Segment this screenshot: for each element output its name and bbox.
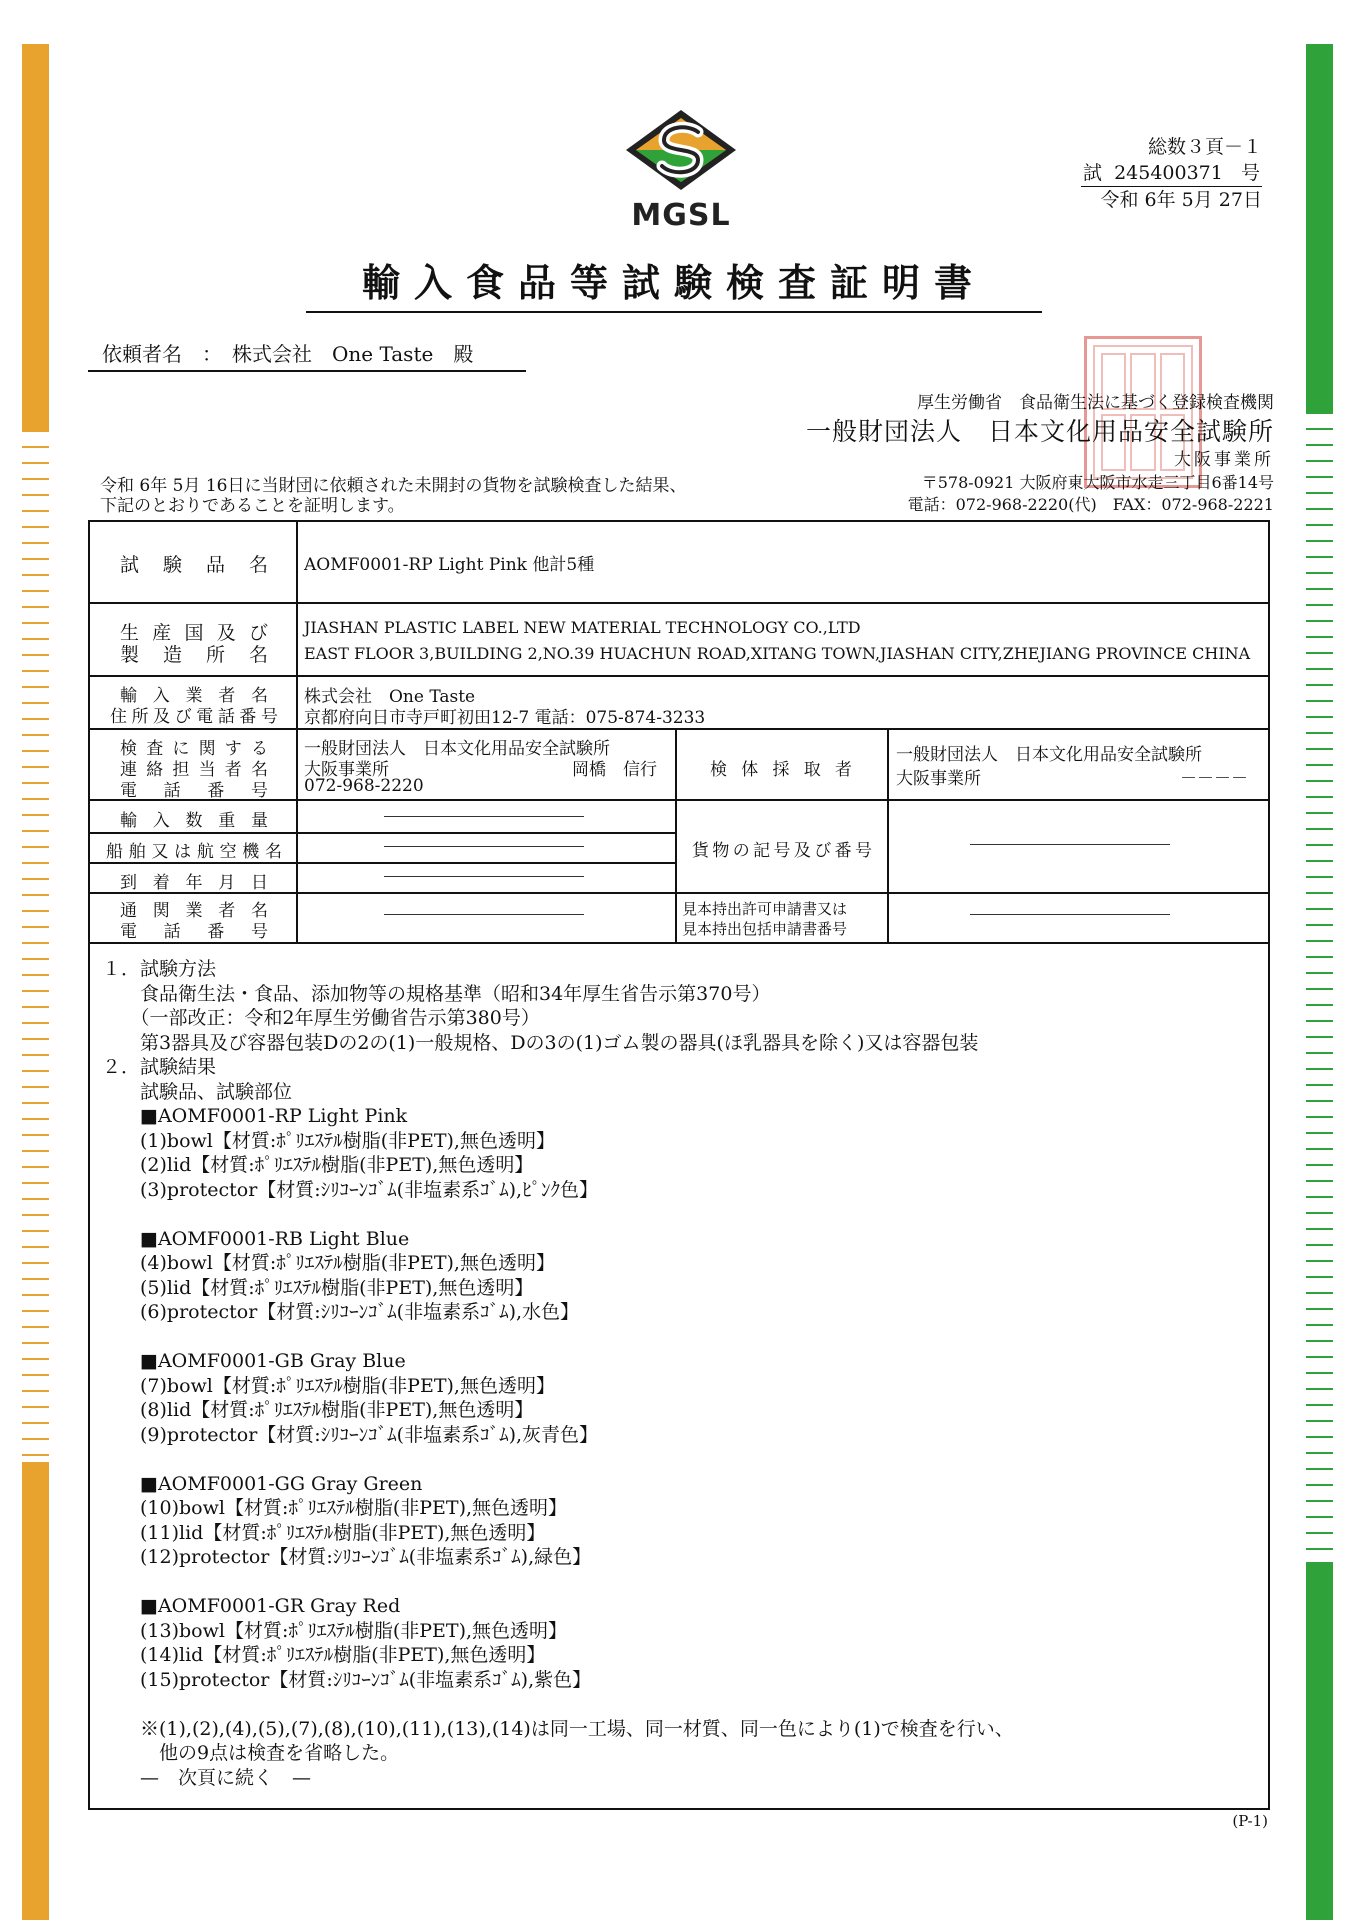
issue-date: 令和 6年 5月 27日 [1100, 189, 1262, 211]
marks-label: 貨物の記号及び番号 [692, 841, 872, 861]
content-line: (8)lid【材質:ﾎﾟﾘｴｽﾃﾙ樹脂(非PET),無色透明】 [102, 1399, 534, 1421]
arrival-blank [384, 876, 584, 877]
document-info [1081, 134, 1262, 213]
left-strip-orange-bottom [22, 1462, 49, 1920]
left-strip-orange-top [22, 44, 49, 432]
right-strip-green-bottom [1306, 1562, 1333, 1920]
certificate-number-box [1081, 160, 1262, 187]
content-line: (11)lid【材質:ﾎﾟﾘｴｽﾃﾙ樹脂(非PET),無色透明】 [102, 1521, 546, 1544]
content-line: (15)protector【材質:ｼﾘｺｰﾝｺﾞﾑ(非塩素系ｺﾞﾑ),紫色】 [102, 1668, 592, 1691]
marks-blank [970, 844, 1170, 845]
content-line [102, 1570, 1262, 1595]
certification-statement [100, 476, 686, 516]
left-strip-ticks [22, 432, 49, 1462]
product-label: 試験品名 [120, 554, 268, 576]
sampler-label: 検体採取者 [710, 760, 852, 780]
mgsl-s-logo-icon [618, 106, 744, 198]
origin-value-2: EAST FLOOR 3,BUILDING 2,NO.39 HUACHUN ROAD,XITANG TOWN,JIASHAN CITY,ZHEJIANG PROVINCE CHINA [304, 644, 1251, 663]
customs-label-2: 電話番号 [120, 922, 268, 942]
content-line: ■AOMF0001-RB Light Blue [102, 1227, 410, 1250]
sampler-value-1: 一般財団法人 日本文化用品安全試験所 [896, 745, 1202, 765]
right-strip-green-top [1306, 44, 1333, 414]
inspector-value-2: 大阪事業所 [304, 760, 389, 780]
logo-text: MGSL [631, 198, 731, 233]
certification-line-2: 下記のとおりであることを証明します。 [100, 496, 405, 516]
ship-label: 船舶又は航空機名 [106, 842, 282, 862]
customs-label-1: 通関業者名 [120, 901, 268, 921]
content-line: ２．試験結果 [102, 1056, 217, 1078]
sampler-dash: －－－－ [1180, 769, 1248, 789]
quantity-label: 輸入数重量 [120, 811, 268, 831]
certificate-form [88, 520, 1270, 1810]
content-line: ■AOMF0001-GB Gray Blue [102, 1350, 406, 1372]
content-line: 他の9点は検査を省略した。 [102, 1742, 400, 1764]
right-strip-ticks [1306, 414, 1333, 1562]
content-line: (2)lid【材質:ﾎﾟﾘｴｽﾃﾙ樹脂(非PET),無色透明】 [102, 1154, 534, 1176]
content-line: (10)bowl【材質:ﾎﾟﾘｴｽﾃﾙ樹脂(非PET),無色透明】 [102, 1497, 568, 1519]
requester-name: 依頼者名 ： 株式会社 One Taste 殿 [88, 338, 526, 372]
permit-label-2: 見本持出包括申請書番号 [682, 920, 848, 938]
importer-label-1: 輸入業者名 [120, 686, 268, 706]
test-content [102, 957, 1262, 1790]
content-line: ■AOMF0001-GR Gray Red [102, 1595, 401, 1617]
content-line: ■AOMF0001-GG Gray Green [102, 1472, 423, 1495]
product-value: AOMF0001-RP Light Pink 他計5種 [304, 555, 595, 575]
inspector-value-3: 072-968-2220 [304, 776, 424, 796]
arrival-label: 到着年月日 [120, 873, 268, 893]
origin-value-1: JIASHAN PLASTIC LABEL NEW MATERIAL TECHNOLOGY CO.,LTD [304, 618, 861, 637]
lab-registration: 厚生労働省 食品衛生法に基づく登録検査機関 [917, 393, 1274, 413]
content-line: (4)bowl【材質:ﾎﾟﾘｴｽﾃﾙ樹脂(非PET),無色透明】 [102, 1252, 555, 1274]
content-line: (6)protector【材質:ｼﾘｺｰﾝｺﾞﾑ(非塩素系ｺﾞﾑ),水色】 [102, 1301, 580, 1323]
lab-phone-fax: 電話：072-968-2220(代) FAX：072-968-2221 [907, 495, 1274, 514]
content-line: (5)lid【材質:ﾎﾟﾘｴｽﾃﾙ樹脂(非PET),無色透明】 [102, 1276, 534, 1299]
permit-blank [970, 914, 1170, 915]
content-line [102, 1692, 1262, 1717]
inspector-label-3: 電話番号 [120, 781, 268, 801]
document-title: 輸入食品等試験検査証明書 [306, 252, 1042, 313]
content-line: ■AOMF0001-RP Light Pink [102, 1105, 408, 1127]
content-line: (9)protector【材質:ｼﾘｺｰﾝｺﾞﾑ(非塩素系ｺﾞﾑ),灰青色】 [102, 1423, 599, 1446]
content-line: — 次頁に続く — [102, 1766, 312, 1789]
permit-label-1: 見本持出許可申請書又は [682, 900, 848, 918]
ship-blank [384, 846, 584, 847]
lab-office: 大阪事業所 [1174, 450, 1274, 470]
certificate-number-line [1081, 160, 1262, 187]
content-line [102, 1325, 1262, 1350]
content-line [102, 1202, 1262, 1227]
content-line: (3)protector【材質:ｼﾘｺｰﾝｺﾞﾑ(非塩素系ｺﾞﾑ),ﾋﾟﾝｸ色】 [102, 1178, 599, 1201]
inspector-person: 岡橋 信行 [572, 760, 657, 780]
sampler-value-2: 大阪事業所 [896, 769, 981, 789]
importer-value-1: 株式会社 One Taste [304, 687, 476, 707]
origin-label-2: 製造所名 [120, 644, 268, 666]
number-suffix: 号 [1240, 162, 1260, 184]
certificate-number: 245400371 [1114, 162, 1223, 184]
number-prefix: 試 [1082, 162, 1102, 184]
importer-value-2: 京都府向日市寺戸町初田12-7 電話：075-874-3233 [304, 708, 706, 728]
content-line: ※(1),(2),(4),(5),(7),(8),(10),(11),(13),(14)は同一工場、同一材質、同一色により(1)で検査を行い、 [102, 1717, 1014, 1740]
content-line: 試験品、試験部位 [102, 1080, 293, 1103]
page-number: (P-1) [1232, 1812, 1268, 1830]
lab-info [806, 390, 1274, 516]
importer-label-2: 住所及び電話番号 [110, 707, 278, 727]
lab-address: 〒578-0921 大阪府東大阪市水走三丁目6番14号 [921, 473, 1274, 492]
content-line: (12)protector【材質:ｼﾘｺｰﾝｺﾞﾑ(非塩素系ｺﾞﾑ),緑色】 [102, 1546, 592, 1568]
customs-blank [384, 914, 584, 915]
inspector-label-1: 検査に関する [120, 739, 268, 759]
inspector-label-2: 連絡担当者名 [120, 760, 268, 780]
content-line: (13)bowl【材質:ﾎﾟﾘｴｽﾃﾙ樹脂(非PET),無色透明】 [102, 1619, 568, 1642]
content-line: 第3器具及び容器包装Dの2の(1)一般規格、Dの3の(1)ゴム製の器具(ほ乳器具を除く)又は容器包装 [102, 1031, 979, 1054]
content-line: (1)bowl【材質:ﾎﾟﾘｴｽﾃﾙ樹脂(非PET),無色透明】 [102, 1129, 555, 1152]
quantity-blank [384, 816, 584, 817]
content-line: （一部改正：令和2年厚生労働省告示第380号） [102, 1007, 540, 1029]
content-line: １．試験方法 [102, 958, 217, 980]
inspector-value-1: 一般財団法人 日本文化用品安全試験所 [304, 739, 610, 759]
content-line: (7)bowl【材質:ﾎﾟﾘｴｽﾃﾙ樹脂(非PET),無色透明】 [102, 1374, 555, 1397]
content-line [102, 1447, 1262, 1472]
content-line: 食品衛生法・食品、添加物等の規格基準（昭和34年厚生省告示第370号） [102, 982, 771, 1005]
mgsl-logo [618, 106, 744, 233]
total-pages: 総数３頁－１ [1147, 136, 1262, 158]
origin-label-1: 生産国及び [120, 622, 268, 644]
certification-line-1: 令和 6年 5月 16日に当財団に依頼された未開封の貨物を試験検査した結果、 [100, 476, 687, 496]
lab-name: 一般財団法人 日本文化用品安全試験所 [805, 417, 1274, 446]
content-line: (14)lid【材質:ﾎﾟﾘｴｽﾃﾙ樹脂(非PET),無色透明】 [102, 1644, 546, 1666]
